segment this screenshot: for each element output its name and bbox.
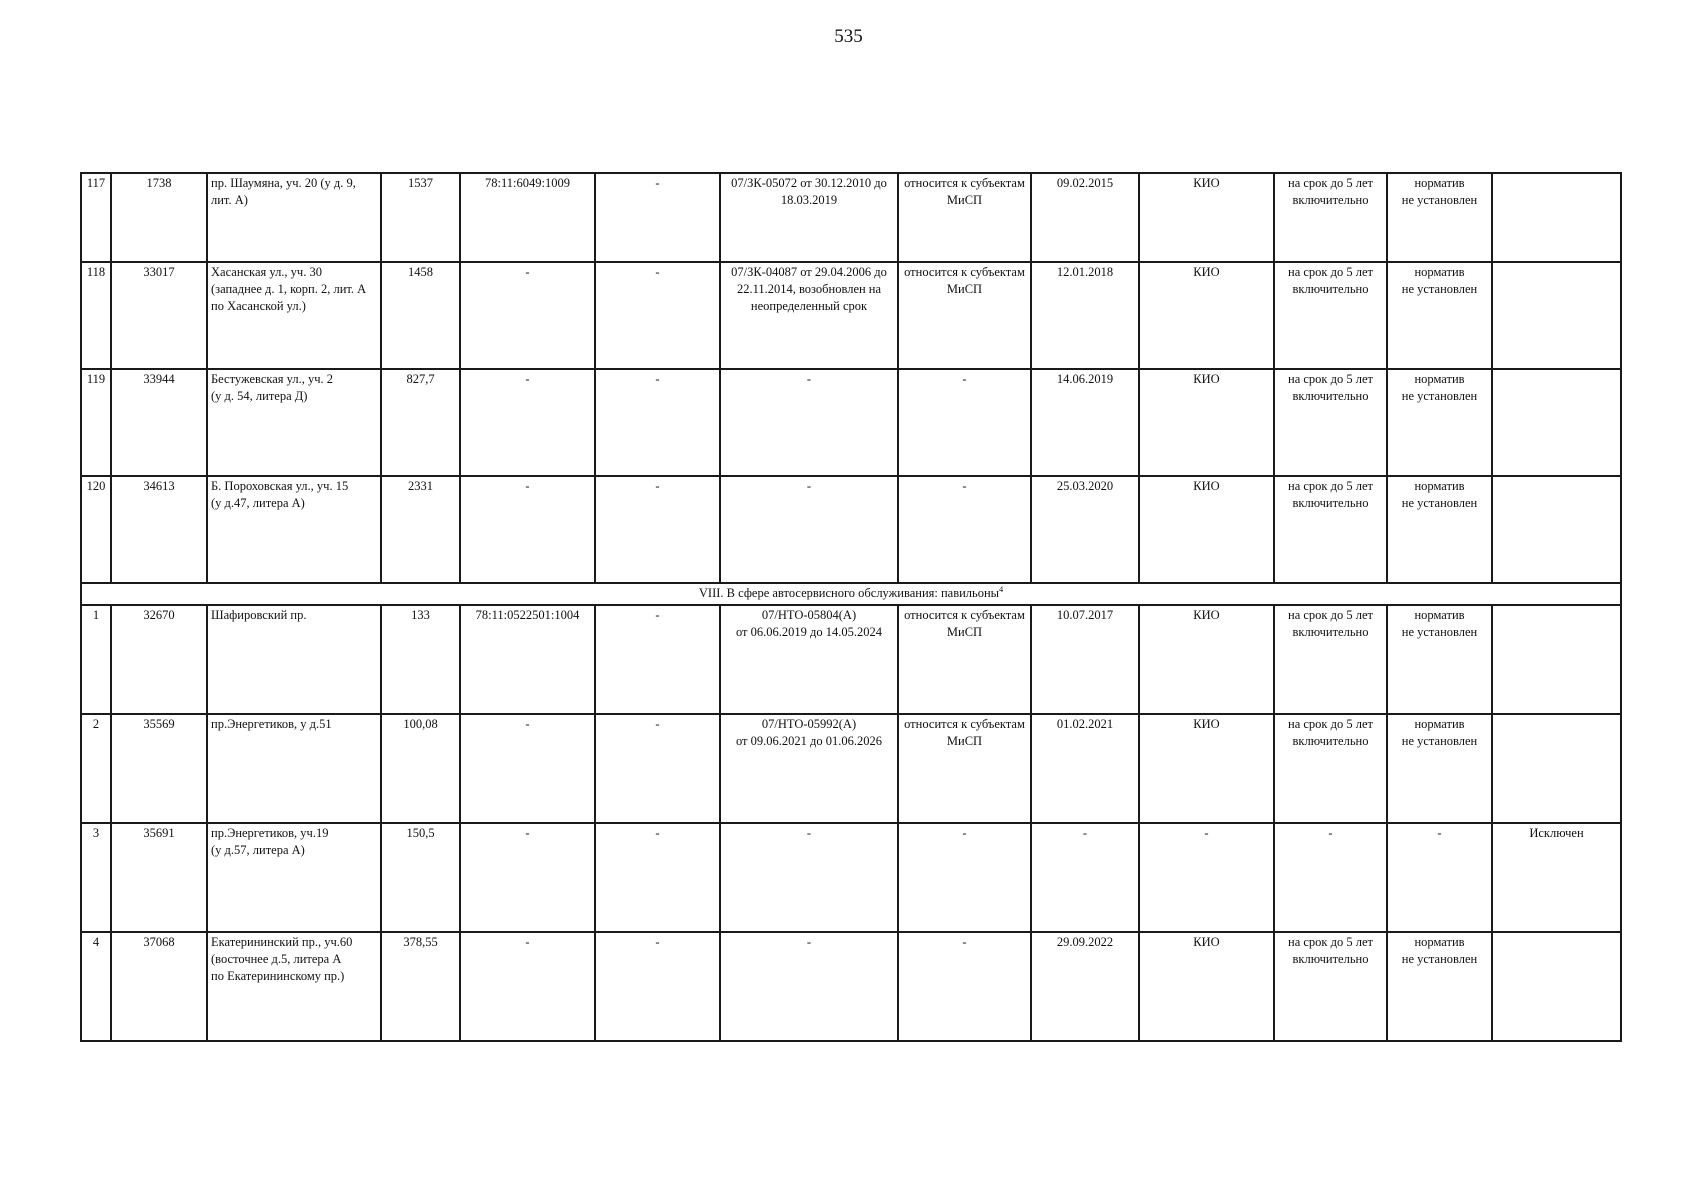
cell-term: [1274, 605, 1387, 714]
cell-norm: [1387, 823, 1492, 932]
table-row: [81, 173, 1621, 262]
cell-inclusion-date: 10.07.2017: [1031, 605, 1139, 714]
cell-note: [1492, 714, 1621, 823]
cell-inclusion-date: -: [1031, 823, 1139, 932]
cell-address: [207, 173, 381, 262]
cell-address: [207, 369, 381, 476]
cell-row-number: 119: [81, 369, 111, 476]
term-line: на срок до 5 лет: [1288, 479, 1373, 493]
cell-smsp-status: [898, 369, 1031, 476]
cell-note: [1492, 932, 1621, 1041]
norm-line: норматив: [1414, 717, 1465, 731]
address-line: (у д. 54, литера Д): [211, 389, 308, 403]
smsp-status-line: относится к субъектам: [904, 176, 1025, 190]
cell-note: [1492, 173, 1621, 262]
cell-contract: [720, 476, 898, 583]
cell-organization: КИО: [1139, 262, 1274, 369]
cell-area: 1458: [381, 262, 460, 369]
smsp-status-line: МиСП: [946, 734, 983, 748]
table-row: [81, 714, 1621, 823]
cell-inclusion-date: 25.03.2020: [1031, 476, 1139, 583]
cell-row-number: 4: [81, 932, 111, 1041]
cell-address: [207, 823, 381, 932]
address-line: Бестужевская ул., уч. 2: [211, 372, 334, 386]
cell-inclusion-date: 09.02.2015: [1031, 173, 1139, 262]
cell-address: [207, 262, 381, 369]
term-line: включительно: [1292, 193, 1369, 207]
cell-organization: КИО: [1139, 173, 1274, 262]
cell-cadastral-number: -: [460, 262, 595, 369]
smsp-status-line: -: [962, 479, 967, 493]
cell-address: [207, 476, 381, 583]
contract-line: 22.11.2014, возобновлен на: [736, 282, 882, 296]
norm-line: норматив: [1414, 479, 1465, 493]
section-title-cell: [81, 583, 1621, 605]
cell-area: 378,55: [381, 932, 460, 1041]
cell-area: 827,7: [381, 369, 460, 476]
cell-norm: [1387, 369, 1492, 476]
norm-line: не установлен: [1401, 496, 1478, 510]
cell-area: 150,5: [381, 823, 460, 932]
cell-cadastral-number: -: [460, 823, 595, 932]
table-row: [81, 369, 1621, 476]
cell-cadastral-number: -: [460, 476, 595, 583]
cell-contract: [720, 714, 898, 823]
cell-object-id: 33017: [111, 262, 207, 369]
cell-organization: КИО: [1139, 605, 1274, 714]
cell-organization: КИО: [1139, 932, 1274, 1041]
table-row: [81, 605, 1621, 714]
address-line: лит. А): [211, 193, 248, 207]
cell-object-id: 33944: [111, 369, 207, 476]
contract-line: -: [806, 372, 812, 386]
smsp-status-line: относится к субъектам: [904, 265, 1025, 279]
cell-object-id: 32670: [111, 605, 207, 714]
section-title: VIII. В сфере автосервисного обслуживания: павильоны: [698, 586, 1000, 600]
cell-inclusion-date: 14.06.2019: [1031, 369, 1139, 476]
cell-contract: [720, 605, 898, 714]
address-line: (восточнее д.5, литера А: [211, 952, 342, 966]
cell-note: Исключен: [1492, 823, 1621, 932]
address-line: пр.Энергетиков, уч.19: [211, 826, 329, 840]
cell-smsp-status: [898, 605, 1031, 714]
smsp-status-line: относится к субъектам: [904, 608, 1025, 622]
cell-area: 1537: [381, 173, 460, 262]
cell-cadastral-number: 78:11:6049:1009: [460, 173, 595, 262]
contract-line: -: [806, 479, 812, 493]
smsp-status-line: -: [962, 826, 967, 840]
cell-norm: [1387, 173, 1492, 262]
address-line: (у д.57, литера А): [211, 843, 305, 857]
cell-term: [1274, 823, 1387, 932]
cell-smsp-status: [898, 932, 1031, 1041]
cell-smsp-status: [898, 262, 1031, 369]
address-line: (у д.47, литера А): [211, 496, 305, 510]
section-row: [81, 583, 1621, 605]
term-line: -: [1328, 826, 1333, 840]
smsp-status-line: МиСП: [946, 625, 983, 639]
cell-column-6: -: [595, 173, 720, 262]
norm-line: норматив: [1414, 372, 1465, 386]
cell-norm: [1387, 932, 1492, 1041]
cell-cadastral-number: -: [460, 714, 595, 823]
cell-row-number: 2: [81, 714, 111, 823]
term-line: включительно: [1292, 625, 1369, 639]
address-line: пр.Энергетиков, у д.51: [211, 717, 332, 731]
cell-column-6: -: [595, 262, 720, 369]
cell-contract: [720, 823, 898, 932]
cell-organization: -: [1139, 823, 1274, 932]
term-line: на срок до 5 лет: [1288, 608, 1373, 622]
cell-term: [1274, 714, 1387, 823]
norm-line: не установлен: [1401, 625, 1478, 639]
term-line: включительно: [1292, 282, 1369, 296]
page-number: 535: [834, 26, 863, 47]
contract-line: 07/ЗК-04087 от 29.04.2006 до: [731, 265, 887, 279]
term-line: на срок до 5 лет: [1288, 372, 1373, 386]
cell-note: [1492, 476, 1621, 583]
cell-organization: КИО: [1139, 714, 1274, 823]
section-footnote: 4: [999, 584, 1004, 594]
cell-smsp-status: [898, 173, 1031, 262]
registry-table-body: [81, 173, 1621, 1041]
cell-note: [1492, 369, 1621, 476]
table-row: [81, 476, 1621, 583]
cell-norm: [1387, 262, 1492, 369]
cell-note: [1492, 262, 1621, 369]
cell-contract: [720, 262, 898, 369]
address-line: по Екатерининскому пр.): [211, 969, 345, 983]
norm-line: норматив: [1414, 265, 1465, 279]
cell-term: [1274, 476, 1387, 583]
smsp-status-line: МиСП: [946, 193, 983, 207]
registry-table: [80, 172, 1622, 1042]
norm-line: норматив: [1414, 935, 1465, 949]
smsp-status-line: МиСП: [946, 282, 983, 296]
cell-contract: [720, 369, 898, 476]
cell-inclusion-date: 29.09.2022: [1031, 932, 1139, 1041]
term-line: включительно: [1292, 734, 1369, 748]
table-row: [81, 823, 1621, 932]
term-line: включительно: [1292, 496, 1369, 510]
norm-line: не установлен: [1401, 952, 1478, 966]
cell-note: [1492, 605, 1621, 714]
cell-smsp-status: [898, 823, 1031, 932]
cell-norm: [1387, 714, 1492, 823]
cell-object-id: 34613: [111, 476, 207, 583]
table-row: [81, 932, 1621, 1041]
cell-address: [207, 714, 381, 823]
cell-column-6: -: [595, 605, 720, 714]
cell-term: [1274, 173, 1387, 262]
cell-smsp-status: [898, 714, 1031, 823]
cell-object-id: 1738: [111, 173, 207, 262]
norm-line: норматив: [1414, 176, 1465, 190]
contract-line: от 06.06.2019 до 14.05.2024: [735, 625, 883, 639]
cell-row-number: 120: [81, 476, 111, 583]
contract-line: неопределенный срок: [750, 299, 868, 313]
cell-inclusion-date: 01.02.2021: [1031, 714, 1139, 823]
cell-contract: [720, 173, 898, 262]
smsp-status-line: относится к субъектам: [904, 717, 1025, 731]
cell-area: 2331: [381, 476, 460, 583]
cell-column-6: -: [595, 369, 720, 476]
term-line: на срок до 5 лет: [1288, 265, 1373, 279]
cell-term: [1274, 369, 1387, 476]
address-line: Хасанская ул., уч. 30: [211, 265, 322, 279]
cell-row-number: 1: [81, 605, 111, 714]
contract-line: 18.03.2019: [780, 193, 838, 207]
term-line: включительно: [1292, 389, 1369, 403]
cell-inclusion-date: 12.01.2018: [1031, 262, 1139, 369]
contract-line: 07/НТО-05804(А): [761, 608, 857, 622]
cell-column-6: -: [595, 932, 720, 1041]
cell-column-6: -: [595, 476, 720, 583]
cell-organization: КИО: [1139, 369, 1274, 476]
norm-line: не установлен: [1401, 734, 1478, 748]
cell-row-number: 118: [81, 262, 111, 369]
cell-smsp-status: [898, 476, 1031, 583]
cell-term: [1274, 262, 1387, 369]
contract-line: -: [806, 935, 812, 949]
cell-address: [207, 932, 381, 1041]
smsp-status-line: -: [962, 372, 967, 386]
address-line: Екатерининский пр., уч.60: [211, 935, 353, 949]
cell-object-id: 35691: [111, 823, 207, 932]
cell-cadastral-number: -: [460, 932, 595, 1041]
term-line: на срок до 5 лет: [1288, 176, 1373, 190]
contract-line: от 09.06.2021 до 01.06.2026: [735, 734, 883, 748]
term-line: включительно: [1292, 952, 1369, 966]
norm-line: -: [1437, 826, 1442, 840]
norm-line: норматив: [1414, 608, 1465, 622]
cell-organization: КИО: [1139, 476, 1274, 583]
cell-object-id: 37068: [111, 932, 207, 1041]
contract-line: -: [806, 826, 812, 840]
address-line: пр. Шаумяна, уч. 20 (у д. 9,: [211, 176, 356, 190]
norm-line: не установлен: [1401, 193, 1478, 207]
cell-column-6: -: [595, 714, 720, 823]
cell-area: 133: [381, 605, 460, 714]
cell-column-6: -: [595, 823, 720, 932]
cell-object-id: 35569: [111, 714, 207, 823]
cell-contract: [720, 932, 898, 1041]
cell-term: [1274, 932, 1387, 1041]
table-row: [81, 262, 1621, 369]
cell-row-number: 117: [81, 173, 111, 262]
cell-address: [207, 605, 381, 714]
term-line: на срок до 5 лет: [1288, 717, 1373, 731]
address-line: Б. Пороховская ул., уч. 15: [211, 479, 349, 493]
contract-line: 07/НТО-05992(А): [761, 717, 857, 731]
contract-line: 07/ЗК-05072 от 30.12.2010 до: [731, 176, 887, 190]
cell-norm: [1387, 476, 1492, 583]
address-line: по Хасанской ул.): [211, 299, 306, 313]
cell-norm: [1387, 605, 1492, 714]
norm-line: не установлен: [1401, 389, 1478, 403]
address-line: Шафировский пр.: [211, 608, 307, 622]
address-line: (западнее д. 1, корп. 2, лит. А: [211, 282, 367, 296]
term-line: на срок до 5 лет: [1288, 935, 1373, 949]
norm-line: не установлен: [1401, 282, 1478, 296]
cell-cadastral-number: 78:11:0522501:1004: [460, 605, 595, 714]
cell-cadastral-number: -: [460, 369, 595, 476]
smsp-status-line: -: [962, 935, 967, 949]
cell-area: 100,08: [381, 714, 460, 823]
cell-row-number: 3: [81, 823, 111, 932]
